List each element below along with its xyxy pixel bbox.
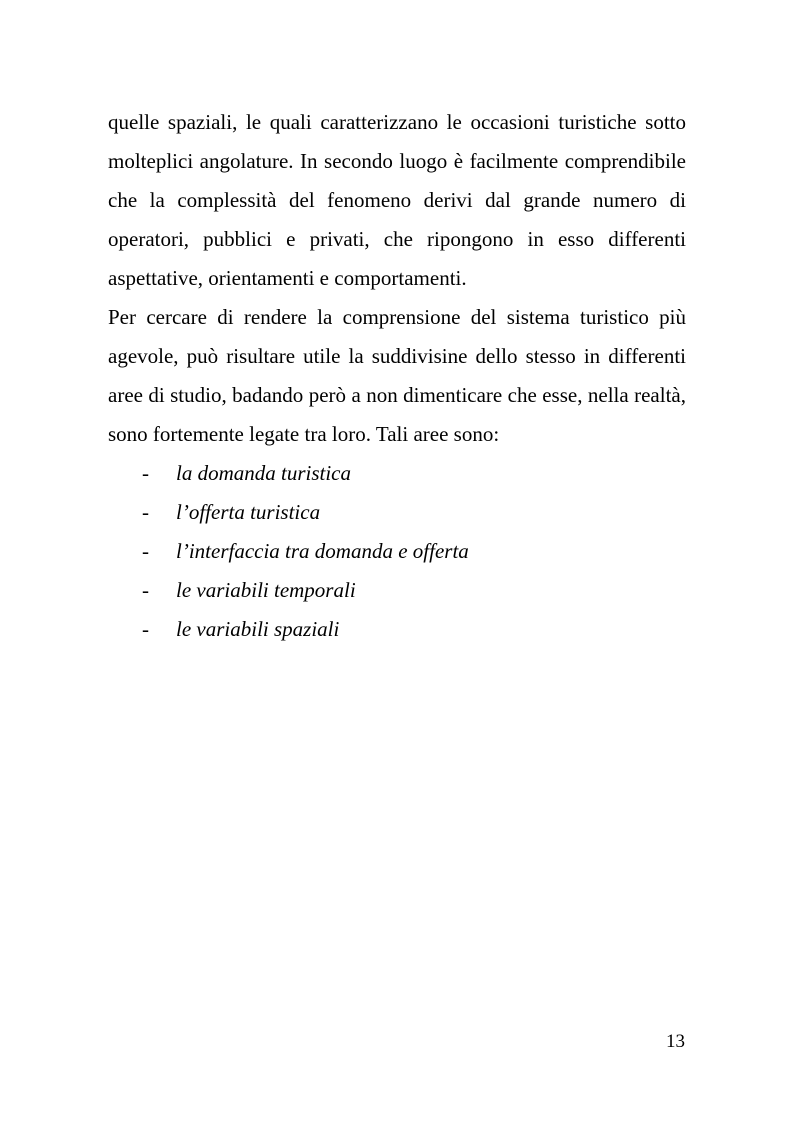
list-item-text: le variabili spaziali [176,617,340,641]
list-item-text: l’offerta turistica [176,500,321,524]
body-text [108,103,686,649]
list-item [108,493,686,532]
list-item [108,532,686,571]
list-item [108,610,686,649]
bullet-dash: - [142,500,149,524]
paragraph: Per cercare di rendere la comprensione del sistema turistico più agevole, può risultare utile la suddivisine dello stesso in differenti aree di studio, badando però a non dimenticare che esse, nella realtà, sono fortemente legate tra loro. Tali aree sono: [108,305,686,446]
bullet-dash: - [142,578,149,602]
bullet-dash: - [142,539,149,563]
topic-list [108,454,686,649]
bullet-dash: - [142,461,149,485]
list-item-text: la domanda turistica [176,461,352,485]
page-number: 13 [666,1031,685,1052]
list-item [108,571,686,610]
list-item-text: le variabili temporali [176,578,356,602]
list-item-text: l’interfaccia tra domanda e offerta [176,539,469,563]
bullet-dash: - [142,617,149,641]
list-item [108,454,686,493]
paragraph: quelle spaziali, le quali caratterizzano le occasioni turistiche sotto molteplici angolature. In secondo luogo è facilmente comprendibile che la complessità del fenomeno derivi dal grande numero di operatori, pubblici e privati, che ripongono in esso differenti aspettative, orientamenti e comportamenti. [108,110,686,290]
